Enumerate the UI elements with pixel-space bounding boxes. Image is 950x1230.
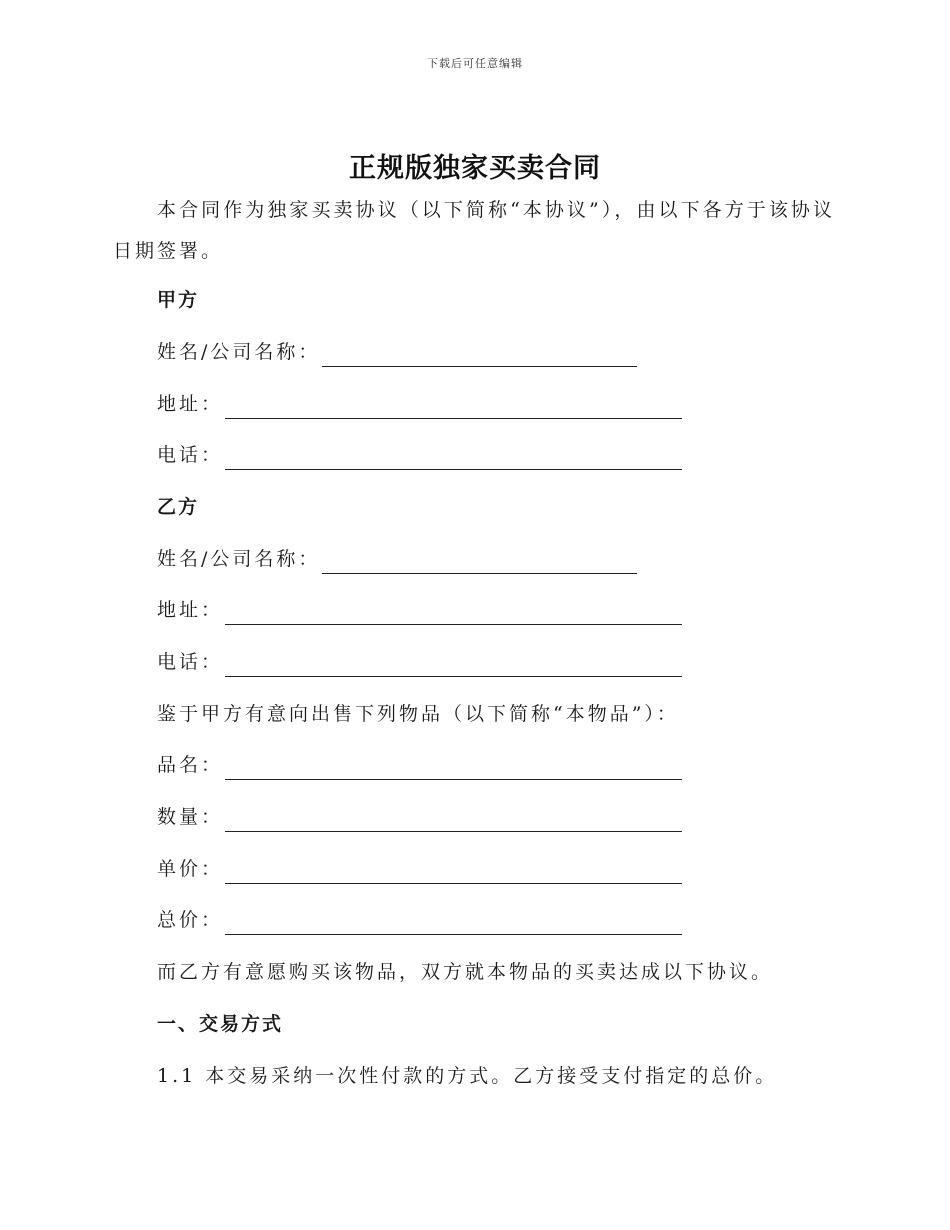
party-b-address-field[interactable] bbox=[225, 602, 682, 625]
quantity-field[interactable] bbox=[225, 809, 682, 832]
total-row bbox=[157, 905, 682, 935]
party-b-name-field[interactable] bbox=[322, 551, 637, 574]
party-b-phone-label: 电话： bbox=[157, 651, 224, 673]
party-b-address-label: 地址： bbox=[157, 599, 224, 621]
party-b-address-row bbox=[157, 595, 682, 625]
unit-price-label: 单价： bbox=[157, 858, 224, 880]
total-field[interactable] bbox=[225, 912, 682, 935]
intro-paragraph: 本合同作为独家买卖协议（以下简称“本协议”），由以下各方于该协议日期签署。 bbox=[113, 199, 835, 262]
party-b-name-row bbox=[157, 544, 637, 574]
party-b-heading: 乙方 bbox=[157, 496, 200, 518]
product-label: 品名： bbox=[157, 754, 224, 776]
party-a-heading: 甲方 bbox=[157, 289, 200, 311]
agreement-paragraph: 而乙方有意愿购买该物品，双方就本物品的买卖达成以下协议。 bbox=[157, 961, 774, 983]
party-a-address-label: 地址： bbox=[157, 393, 224, 415]
quantity-row bbox=[157, 802, 682, 832]
page-header-note: 下载后可任意编辑 bbox=[427, 57, 523, 70]
section-1-heading: 一、交易方式 bbox=[157, 1013, 284, 1035]
party-a-address-row bbox=[157, 389, 682, 419]
party-a-name-field[interactable] bbox=[322, 344, 637, 367]
product-field[interactable] bbox=[225, 757, 682, 780]
unit-price-field[interactable] bbox=[225, 861, 682, 884]
clause-1-1: 1.1 本交易采纳一次性付款的方式。乙方接受支付指定的总价。 bbox=[157, 1065, 778, 1087]
party-a-name-label: 姓名/公司名称： bbox=[157, 341, 321, 363]
party-b-phone-row bbox=[157, 647, 682, 677]
unit-price-row bbox=[157, 854, 682, 884]
party-a-name-row bbox=[157, 337, 637, 367]
quantity-label: 数量： bbox=[157, 806, 224, 828]
total-label: 总价： bbox=[157, 909, 224, 931]
party-a-phone-field[interactable] bbox=[225, 447, 682, 470]
party-a-address-field[interactable] bbox=[225, 396, 682, 419]
party-b-name-label: 姓名/公司名称： bbox=[157, 548, 321, 570]
goods-intro: 鉴于甲方有意向出售下列物品（以下简称“本物品”）： bbox=[157, 703, 679, 725]
party-a-phone-label: 电话： bbox=[157, 444, 224, 466]
product-row bbox=[157, 750, 682, 780]
party-a-phone-row bbox=[157, 440, 682, 470]
document-title: 正规版独家买卖合同 bbox=[349, 153, 601, 184]
party-b-phone-field[interactable] bbox=[225, 654, 682, 677]
